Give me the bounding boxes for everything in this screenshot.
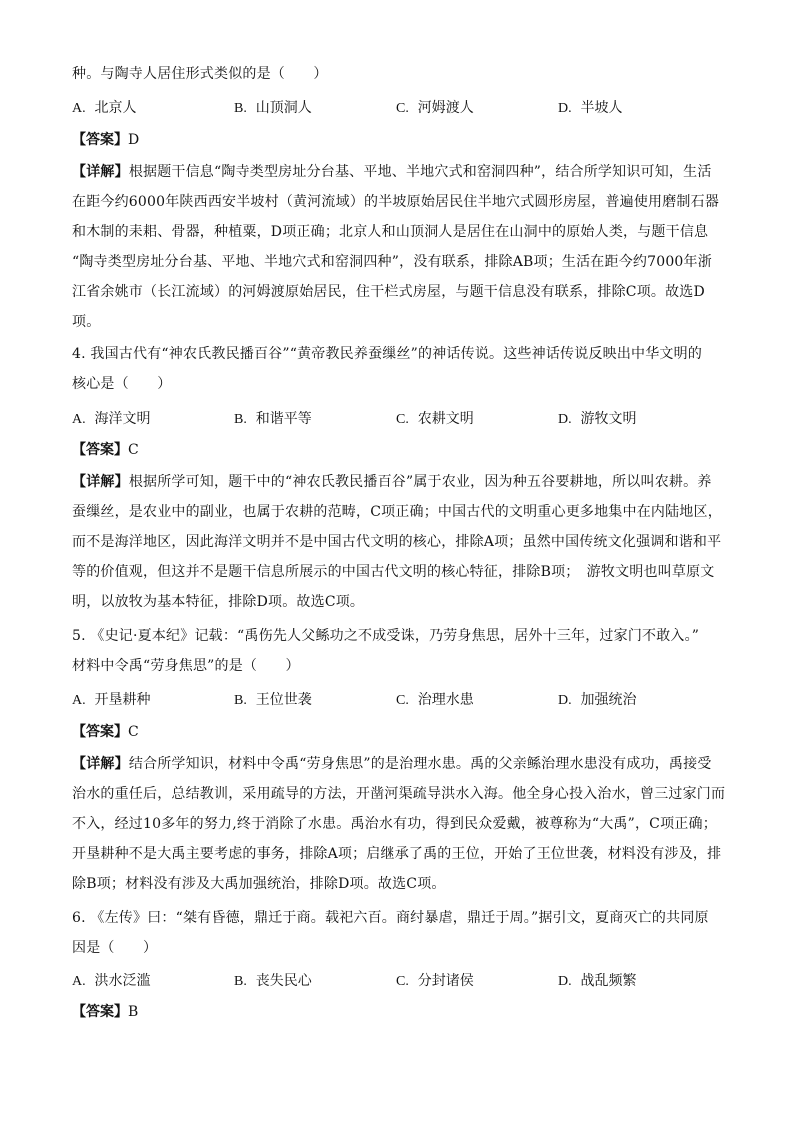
q6-answer: 【答案】B xyxy=(72,1004,139,1020)
q4-option-b[interactable]: B. 和谐平等 xyxy=(234,411,312,427)
q6-option-b[interactable]: B. 丧失民心 xyxy=(234,973,312,989)
q5-option-d[interactable]: D. 加强统治 xyxy=(558,692,637,708)
q3-option-d[interactable]: D. 半坡人 xyxy=(558,100,623,116)
q4-answer: 【答案】C xyxy=(72,442,139,458)
q4-options xyxy=(72,409,726,429)
q3-option-a[interactable]: A. 北京人 xyxy=(72,100,137,116)
q4-detail-line-5: 明，以放牧为基本特征，排除D项。故选C项。 xyxy=(72,594,365,610)
q4-detail-line-4: 等的价值观，但这并不是题干信息所展示的中国古代文明的核心特征，排除B项； 游牧文明也叫草原文 xyxy=(72,564,715,580)
q6-option-a[interactable]: A. 洪水泛滥 xyxy=(72,973,151,989)
q6-option-d[interactable]: D. 战乱频繁 xyxy=(558,973,637,989)
q5-answer: 【答案】C xyxy=(72,724,139,740)
q3-detail-line-1: 【详解】根据题干信息“陶寺类型房址分台基、平地、半地穴式和窑洞四种”，结合所学知识可知，生活 xyxy=(72,164,712,180)
q4-detail-line-3: 而不是海洋地区，因此海洋文明并不是中国古代文明的核心，排除A项；虽然中国传统文化强调和谐和平 xyxy=(72,534,722,550)
q3-detail-line-6: 项。 xyxy=(72,314,101,330)
q5-stem-line-1: 5. 《史记·夏本纪》记载：“禹伤先人父鲧功之不成受诛，乃劳身焦思，居外十三年，过家门不敢入。” xyxy=(72,628,700,644)
q3-detail-line-2: 在距今约6000年陕西西安半坡村（黄河流域）的半坡原始居民住半地穴式圆形房屋，普遍使用磨制石器 xyxy=(72,194,720,210)
q3-stem: 种。与陶寺人居住形式类似的是（ ） xyxy=(72,66,328,82)
q6-stem-line-1: 6. 《左传》曰：“桀有昏德，鼎迁于商。载祀六百。商纣暴虐，鼎迁于周。”据引文，夏商灭亡的共同原 xyxy=(72,910,709,926)
q5-option-b[interactable]: B. 王位世袭 xyxy=(234,692,312,708)
q3-answer: 【答案】D xyxy=(72,132,140,148)
q4-option-a[interactable]: A. 海洋文明 xyxy=(72,411,151,427)
q4-option-c[interactable]: C. 农耕文明 xyxy=(396,411,474,427)
q5-option-c[interactable]: C. 治理水患 xyxy=(396,692,474,708)
q3-option-b[interactable]: B. 山顶洞人 xyxy=(234,100,312,116)
q4-option-d[interactable]: D. 游牧文明 xyxy=(558,411,637,427)
q5-detail-line-1: 【详解】结合所学知识，材料中令禹“劳身焦思”的是治理水患。禹的父亲鲧治理水患没有成功，禹接受 xyxy=(72,756,712,772)
q5-detail-line-3: 不入，经过10多年的努力,终于消除了水患。禹治水有功，得到民众爱戴，被尊称为“大禹”，C项正确； xyxy=(72,816,717,832)
q3-detail-line-5: 江省余姚市（长江流域）的河姆渡原始居民，住干栏式房屋，与题干信息没有联系，排除C项。故选D xyxy=(72,284,705,300)
q6-stem-line-2: 因是（ ） xyxy=(72,940,158,956)
q3-options xyxy=(72,98,726,118)
q3-detail-line-4: “陶寺类型房址分台基、平地、半地穴式和窑洞四种”，没有联系，排除AB项；生活在距今约7000年浙 xyxy=(72,254,712,270)
q5-detail-line-2: 治水的重任后，总结教训，采用疏导的方法，开凿河渠疏导洪水入海。他全身心投入治水，曾三过家门而 xyxy=(72,786,726,802)
q3-detail-line-3: 和木制的耒耜、骨器，种植粟，D项正确；北京人和山顶洞人是居住在山洞中的原始人类，与题干信息 xyxy=(72,224,709,240)
q5-options xyxy=(72,690,726,710)
q5-stem-line-2: 材料中令禹“劳身焦思”的是（ ） xyxy=(72,658,300,674)
q4-detail-line-1: 【详解】根据所学可知，题干中的“神农氏教民播百谷”属于农业，因为种五谷要耕地，所以叫农耕。养 xyxy=(72,474,712,490)
q5-option-a[interactable]: A. 开垦耕种 xyxy=(72,692,151,708)
q5-detail-line-4: 开垦耕种不是大禹主要考虑的事务，排除A项；启继承了禹的王位，开始了王位世袭，材料没有涉及，排 xyxy=(72,846,722,862)
q4-stem-line-2: 核心是（ ） xyxy=(72,376,172,392)
q6-options xyxy=(72,971,726,991)
q4-detail-line-2: 蚕缫丝，是农业中的副业，也属于农耕的范畴，C项正确；中国古代的文明重心更多地集中在内陆地区， xyxy=(72,504,722,520)
q4-stem-line-1: 4. 我国古代有“神农氏教民播百谷”“黄帝教民养蚕缫丝”的神话传说。这些神话传说反映出中华文明的 xyxy=(72,346,703,362)
q5-detail-line-5: 除B项；材料没有涉及大禹加强统治，排除D项。故选C项。 xyxy=(72,876,446,892)
q3-option-c[interactable]: C. 河姆渡人 xyxy=(396,100,474,116)
q6-option-c[interactable]: C. 分封诸侯 xyxy=(396,973,474,989)
